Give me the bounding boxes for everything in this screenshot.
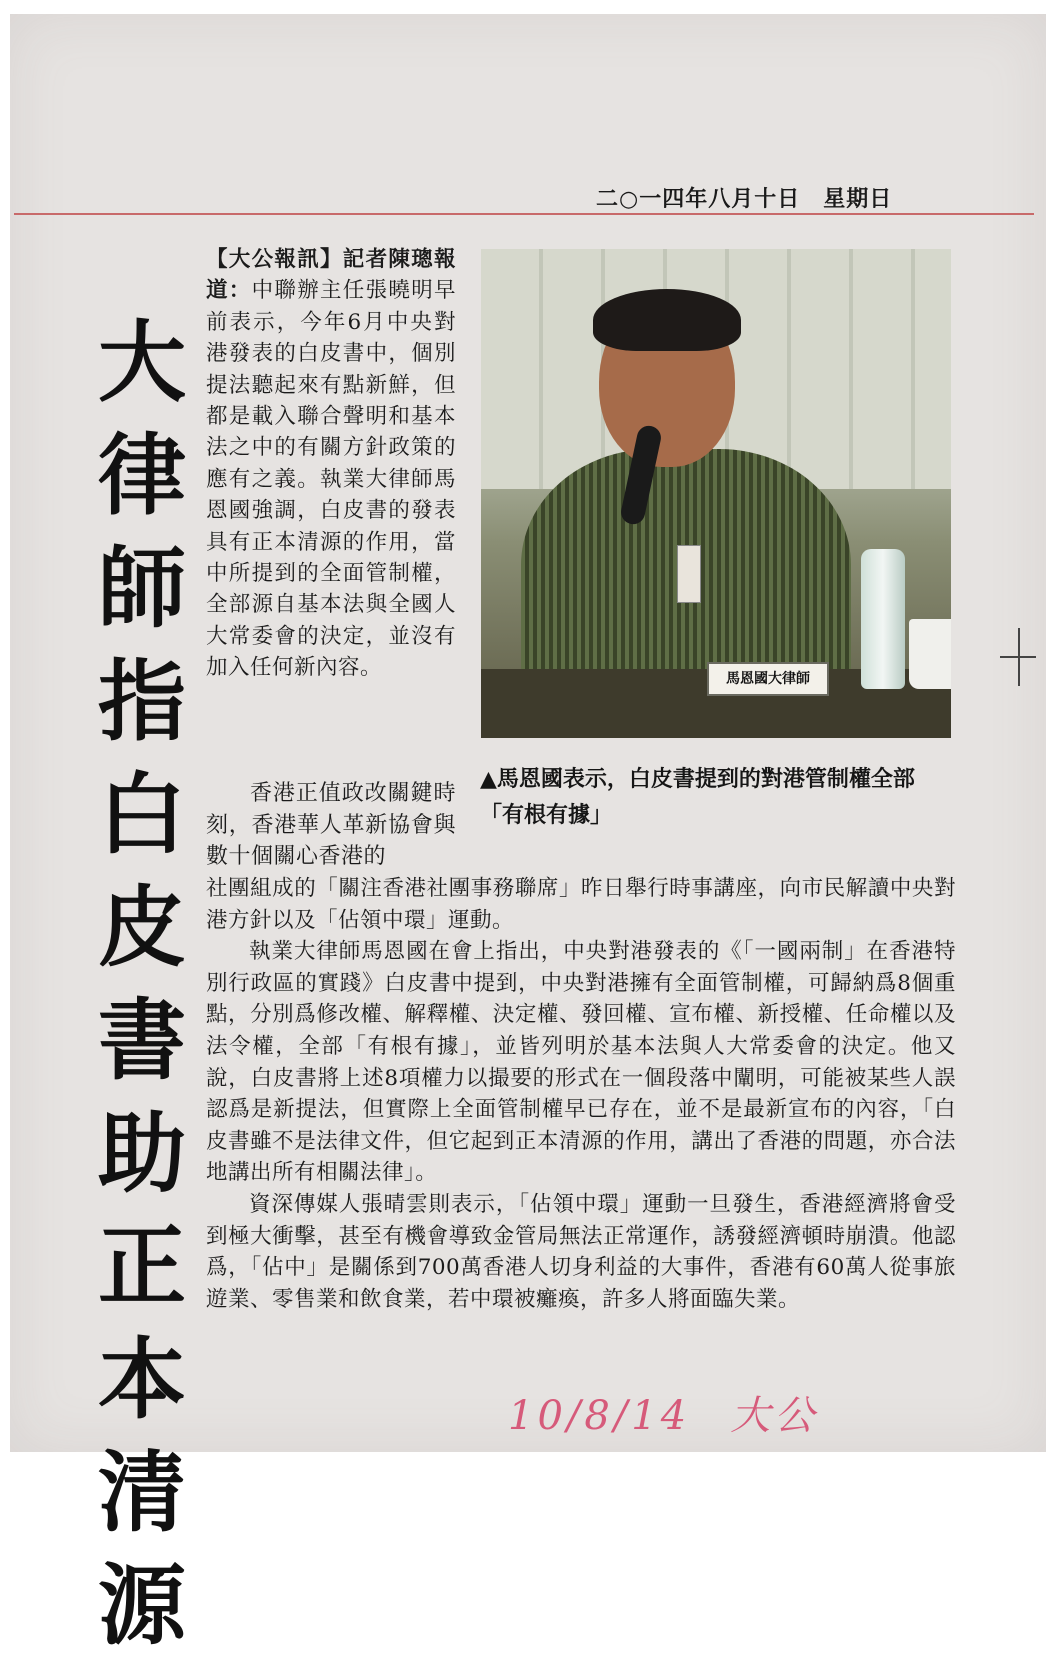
registration-mark [1000,628,1036,686]
handwritten-source: 大公 [730,1393,819,1439]
paper-cup [909,619,951,689]
headline-char: 源 [97,1553,186,1657]
article-column-full [206,873,956,1315]
handwritten-date: 10/8/14 [508,1393,691,1439]
article-byline: 【大公報訊】記者陳璁報道： [206,247,456,304]
headline-char: 正 [97,1214,186,1318]
handwritten-note [508,1384,858,1441]
headline-char: 指 [97,649,186,753]
photo-lanyard-badge [677,545,701,603]
photo-speaker-hair [593,289,741,351]
water-bottle [861,549,905,689]
headline [82,306,202,1662]
headline-char: 書 [97,988,186,1092]
article-photo [481,249,951,738]
headline-char: 律 [97,423,186,527]
headline-char: 白 [97,762,186,866]
article-paragraph-3: 執業大律師馬恩國在會上指出，中央對港發表的《「一國兩制」在香港特別行政區的實踐》白皮書中提到，中央對港擁有全面管制權，可歸納爲8個重點，分別爲修改權、解釋權、決定權、發回權、宣布權、新授權、任命權以及法令權，全部「有根有據」，並皆列明於基本法與人大常委會的決定。他又說，白皮書將上述8項權力以撮要的形式在一個段落中闡明，可能被某些人誤認爲是新提法，但實際上全面管制權早已存在，並不是最新宣布的內容，「白皮書雖不是法律文件，但它起到正本清源的作用，講出了香港的問題，亦合法地講出所有相關法律」。 [206,939,956,1186]
dateline: 二○一四年八月十日 星期日 [596,187,893,212]
article-paragraph-4: 資深傳媒人張晴雲則表示，「佔領中環」運動一旦發生，香港經濟將會受到極大衝擊，甚至有機會導致金管局無法正常運作，誘發經濟頓時崩潰。他認爲，「佔中」是關係到700萬香港人切身利益的大事件，香港有60萬人從事旅遊業、零售業和飲食業，若中環被癱瘓，許多人將面臨失業。 [206,1191,956,1312]
photo-caption: ▲馬恩國表示，白皮書提到的對港管制權全部「有根有據」 [480,767,915,828]
article-paragraph-2-start: 香港正值政改關鍵時刻，香港華人革新協會與數十個關心香港的 [206,781,456,869]
article-column-top [206,244,456,684]
article-paragraph-2-cont: 社團組成的「關注香港社團事務聯席」昨日舉行時事講座，向市民解讀中央對港方針以及「佔領中環」運動。 [206,876,956,933]
headline-char: 清 [97,1440,186,1544]
header-rule [14,213,1034,215]
article-column-mid [206,778,456,873]
headline-char: 本 [97,1327,186,1431]
headline-char: 大 [97,310,186,414]
article-paragraph-1 [206,244,456,684]
headline-char: 皮 [97,875,186,979]
photo-nameplate: 馬恩國大律師 [707,662,829,696]
headline-char: 助 [97,1101,186,1205]
headline-char: 師 [97,536,186,640]
article-lead-text: 中聯辦主任張曉明早前表示，今年6月中央對港發表的白皮書中，個別提法聽起來有點新鮮，但都是載入聯合聲明和基本法之中的有關方針政策的應有之義。執業大律師馬恩國強調，白皮書的發表具有正本清源的作用，當中所提到的全面管制權，全部源自基本法與全國人大常委會的決定，並沒有加入任何新內容。 [206,278,456,681]
